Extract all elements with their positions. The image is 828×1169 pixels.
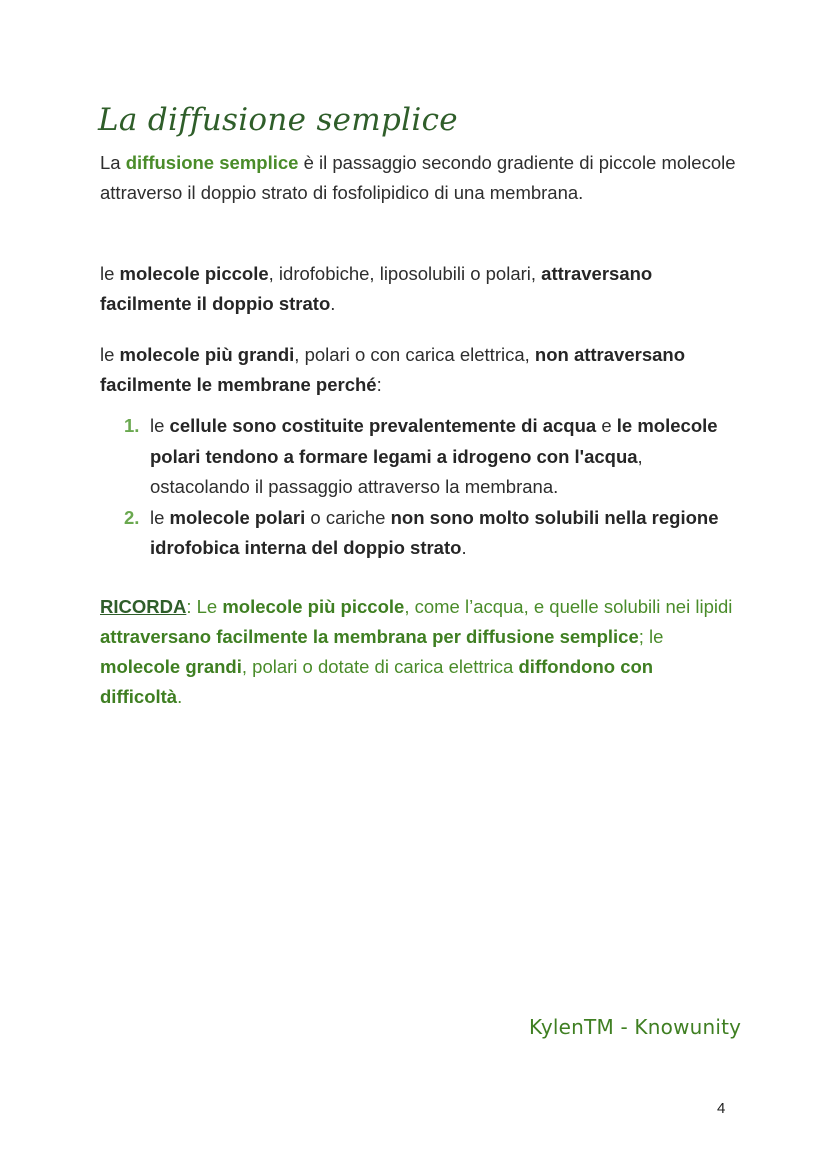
text: ; le [638, 626, 664, 647]
text: e [596, 415, 617, 436]
bold-text: attraversano facilmente la membrana per diffusione semplice [100, 626, 639, 647]
text: , ostacolando il passaggio attraverso la membrana. [150, 445, 643, 497]
bold-text: molecole più piccole [222, 596, 405, 617]
recall-label: RICORDA [100, 596, 187, 617]
text: . [461, 537, 467, 558]
list-number: 1. [124, 415, 140, 436]
list-item [100, 411, 740, 503]
bold-text: le molecole polari tendono a formare legami a idrogeno con l'acqua [150, 415, 718, 467]
page-number: 4 [717, 1100, 726, 1117]
highlight-term: diffusione semplice [125, 152, 299, 173]
text: La [100, 152, 126, 173]
text: le [150, 415, 170, 436]
intro-paragraph [100, 148, 740, 208]
bold-text: attraversano facilmente il doppio strato [100, 263, 653, 314]
large-molecules-paragraph [100, 340, 740, 400]
text: . [177, 686, 183, 707]
text: le [100, 344, 120, 365]
text: o cariche [305, 506, 391, 528]
text: . [330, 293, 336, 314]
bold-text: molecole piccole [119, 263, 269, 284]
bold-text: non sono molto solubili nella regione idrofobica interna del doppio strato [150, 506, 719, 558]
bold-text: molecole più grandi [119, 344, 295, 365]
recall-note [100, 592, 740, 712]
page-title: La diffusione semplice [98, 102, 458, 138]
text: le [150, 506, 170, 528]
small-molecules-paragraph [100, 259, 740, 319]
bold-text: cellule sono costituite prevalentemente di acqua [169, 415, 597, 436]
bold-text: molecole polari [169, 506, 306, 528]
bold-text: molecole grandi [100, 656, 242, 677]
text: : [376, 374, 382, 395]
text: è il passaggio secondo gradiente di piccole molecole attraverso il doppio strato di fosfolipidico di una membrana. [100, 152, 736, 203]
text: : Le [186, 596, 223, 617]
text: , idrofobiche, liposolubili o polari, [268, 263, 542, 284]
text: , come l’acqua, e quelle solubili nei lipidi [404, 596, 733, 617]
text: , polari o dotate di carica elettrica [241, 656, 519, 677]
text: , polari o con carica elettrica, [294, 344, 535, 365]
bold-text: non attraversano facilmente le membrane perché [100, 344, 686, 395]
author-signature: KylenTM - Knowunity [529, 1015, 742, 1039]
list-number: 2. [124, 506, 140, 528]
list-item [100, 503, 740, 564]
text: le [100, 263, 120, 284]
reasons-list [100, 411, 740, 564]
bold-text: diffondono con difficoltà [100, 656, 654, 707]
